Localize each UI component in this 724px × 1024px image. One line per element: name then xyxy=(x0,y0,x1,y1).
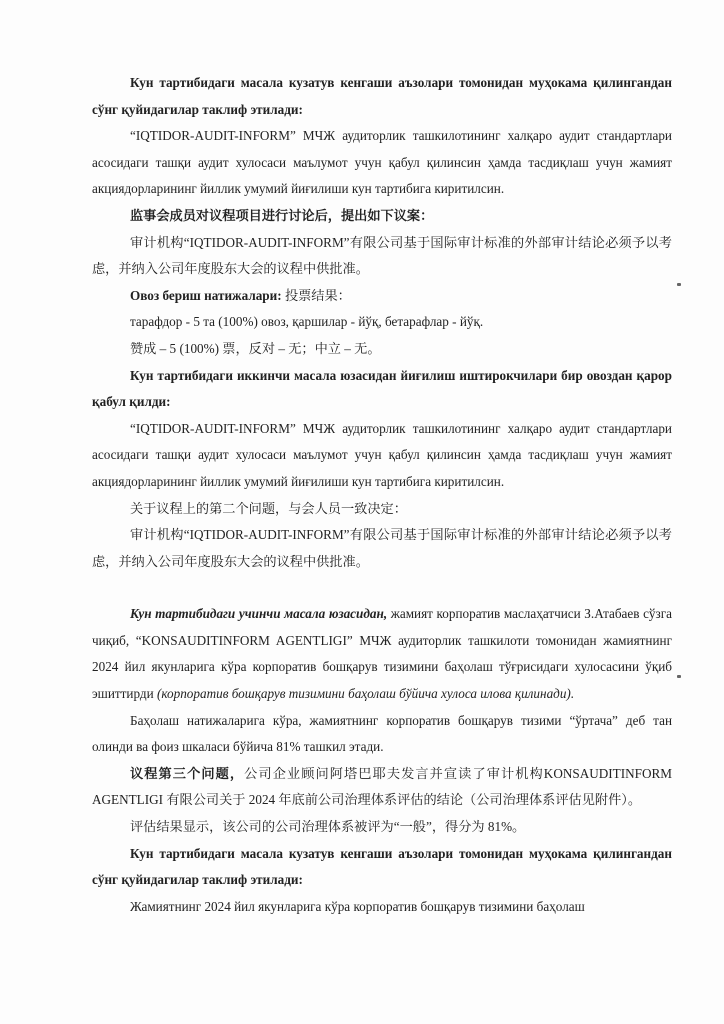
assessment-result-cn: 评估结果显示，该公司的公司治理体系被评为“一般”，得分为 81%。 xyxy=(130,819,526,835)
proposal-heading-cn: 监事会成员对议程项目进行讨论后，提出如下议案： xyxy=(130,207,434,223)
second-item-heading: Кун тартибидаги иккинчи масала юзасидан йиғилиш иштирокчилари бир овоздан қарор қабул қилди: xyxy=(92,367,672,410)
proposal-text-cn: 审计机构“IQTIDOR-AUDIT-INFORM”有限公司基于国际审计标准的外部审计结论必须予以考虑，并纳入公司年度股东大会的议程中供批准。 xyxy=(92,234,672,277)
scan-mark xyxy=(677,283,681,286)
third-item-paragraph-cn xyxy=(92,761,672,814)
third-item-lead: Кун тартибидаги учинчи масала юзасидан, xyxy=(130,606,388,622)
document-body xyxy=(92,70,672,920)
third-item-text: жамият корпоратив маслаҳатчиси З.Атабаев сўзга чиқиб, “KONSAUDITINFORM AGENTLIGI” МЧЖ аудиторлик ташкилоти томонидан жамиятнинг 2024 йил якунларига кўра корпоратив бошқарув тизимини баҳолаш тўғрисидаги хулосасини ўқиб эшиттирди xyxy=(92,606,672,702)
fourth-item-text: Жамиятнинг 2024 йил якунларига кўра корпоратив бошқарув тизимини баҳолаш xyxy=(130,898,585,914)
third-item-text-cn: 公司企业顾问阿塔巴耶夫发言并宣读了审计机构KONSAUDITINFORM AGENTLIGI 有限公司关于 2024 年底前公司治理体系评估的结论（公司治理体系评估见附件）。 xyxy=(92,765,673,808)
scan-mark xyxy=(677,675,681,678)
third-item-paragraph xyxy=(92,601,672,707)
attachment-note: (корпоратив бошқарув тизимини баҳолаш бўйича хулоса илова қилинади). xyxy=(156,686,575,702)
voting-results-cn: 赞成 – 5 (100%) 票，反对 – 无；中立 – 无。 xyxy=(130,340,381,356)
third-item-lead-cn: 议程第三个问题， xyxy=(130,765,245,781)
decision-heading-cn: 关于议程上的第二个问题，与会人员一致决定： xyxy=(130,500,407,516)
proposal-text: “IQTIDOR-AUDIT-INFORM” МЧЖ аудиторлик ташкилотининг халқаро аудит стандартлари асосидаги ташқи аудит хулосаси маълумот учун қабул қилинсин ҳамда тасдиқлаш учун жамият акциядорларининг йиллик умумий йиғилиши кун тартибига киритилсин. xyxy=(92,128,672,197)
decision-text: “IQTIDOR-AUDIT-INFORM” МЧЖ аудиторлик ташкилотининг халқаро аудит стандартлари асосидаги ташқи аудит хулосаси маълумот учун қабул қилинсин ҳамда тасдиқлаш учун жамият акциядорларининг йиллик умумий йиғилиши кун тартибига киритилсин. xyxy=(92,420,672,489)
spacer xyxy=(92,575,672,601)
decision-text-cn: 审计机构“IQTIDOR-AUDIT-INFORM”有限公司基于国际审计标准的外部审计结论必须予以考虑，并纳入公司年度股东大会的议程中供批准。 xyxy=(92,527,672,569)
voting-label-cn: 投票结果： xyxy=(281,287,351,303)
assessment-result: Баҳолаш натижаларига кўра, жамиятнинг корпоратив бошқарув тизими “ўртача” деб тан олинди ва фоиз шкаласи бўйича 81% ташкил этади. xyxy=(92,712,672,755)
fourth-item-heading: Кун тартибидаги масала кузатув кенгаши аъзолари томонидан муҳокама қилингандан сўнг қуйидагилар таклиф этилади: xyxy=(92,845,672,888)
voting-results-heading xyxy=(92,283,672,310)
voting-label: Овоз бериш натижалари: xyxy=(130,287,282,303)
voting-results: тарафдор - 5 та (100%) овоз, қаршилар - йўқ, бетарафлар - йўқ. xyxy=(130,314,484,330)
agenda-item-heading: Кун тартибидаги масала кузатув кенгаши аъзолари томонидан муҳокама қилингандан сўнг қуйидагилар таклиф этилади: xyxy=(92,75,672,117)
